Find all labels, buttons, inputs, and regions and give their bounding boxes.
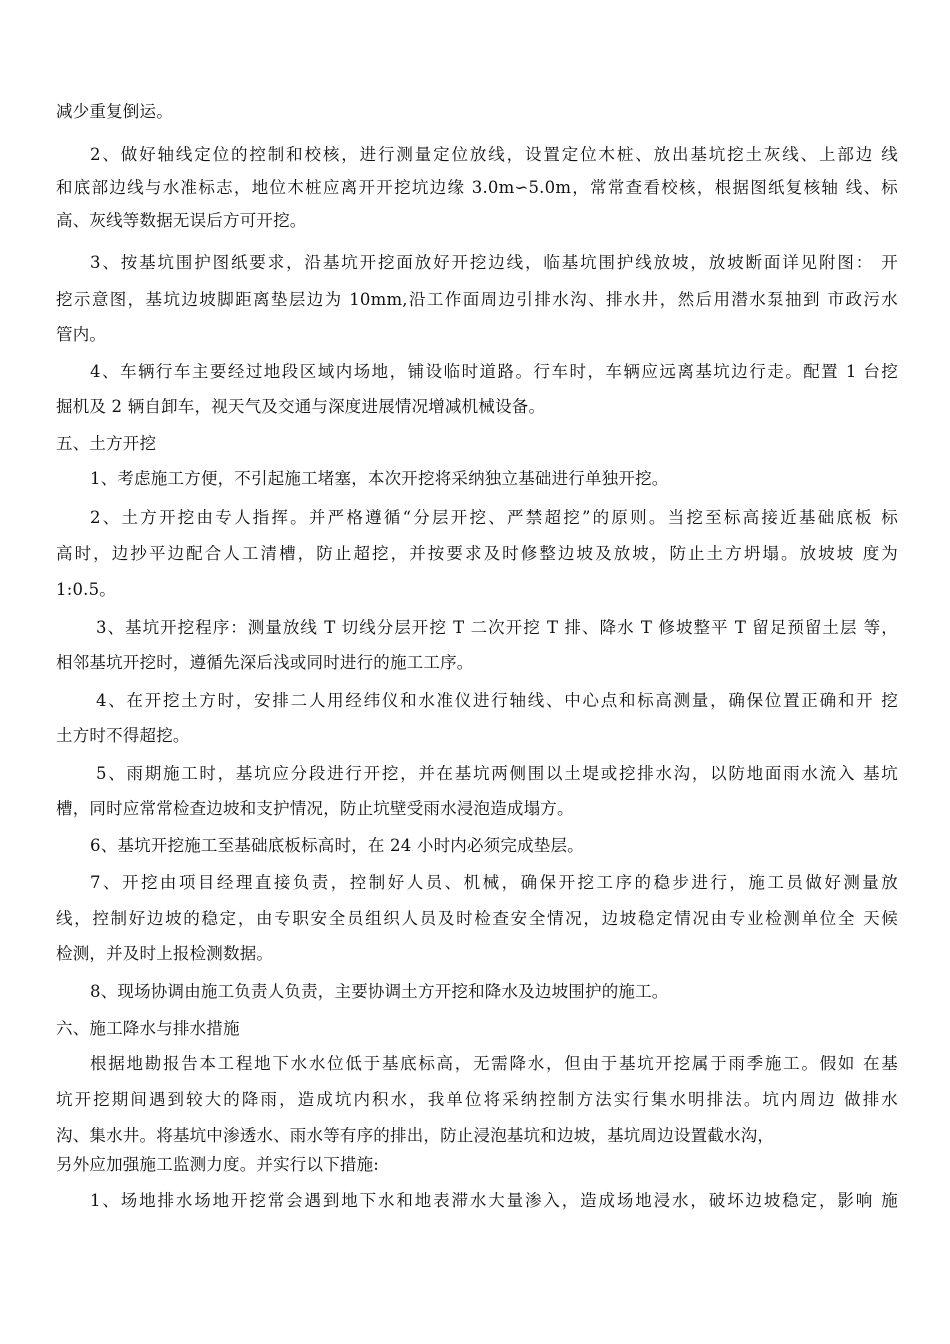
- section-heading: 五、土方开挖: [56, 434, 157, 453]
- text-line: 土方时不得超挖。: [56, 726, 190, 745]
- text-line: 1、考虑施工方便，不引起施工堵塞，本次开挖将采纳独立基础进行单独开挖。: [90, 469, 669, 488]
- text-line: 7、开挖由项目经理直接负责，控制好人员、机械，确保开挖工序的稳步进行，施工员做好测量放: [90, 873, 898, 892]
- text-line: 管内。: [56, 325, 107, 344]
- text-line: 另外应加强施工监测力度。并实行以下措施:: [56, 1155, 380, 1174]
- text-line: 8、现场协调由施工负责人负责，主要协调土方开挖和降水及边坡围护的施工。: [90, 982, 669, 1001]
- text-line: 沟、集水井。将基坑中渗透水、雨水等有序的排出，防止浸泡基坑和边坡，基坑周边设置截水沟，: [56, 1126, 775, 1145]
- text-line: 2、土方开挖由专人指挥。并严格遵循“分层开挖、严禁超挖”的原则。当挖至标高接近基础底板 标: [90, 508, 898, 527]
- text-line: 相邻基坑开挖时，遵循先深后浅或同时进行的施工工序。: [56, 653, 474, 672]
- text-line: 4、车辆行车主要经过地段区域内场地，铺设临时道路。行车时，车辆应远离基坑边行走。配置 1 台挖: [90, 362, 898, 381]
- text-line: 槽，同时应常常检查边坡和支护情况，防止坑壁受雨水浸泡造成塌方。: [56, 799, 574, 818]
- text-line: 6、基坑开挖施工至基础底板标高时，在 24 小时内必须完成垫层。: [90, 836, 584, 855]
- text-line: 减少重复倒运。: [56, 102, 173, 121]
- text-line: 1、场地排水场地开挖常会遇到地下水和地表滞水大量渗入，造成场地浸水，破坏边坡稳定，影响 施: [90, 1191, 898, 1210]
- text-line: 掘机及 2 辆自卸车，视天气及交通与深度进展情况增减机械设备。: [56, 397, 546, 416]
- text-line: 4、在开挖土方时，安排二人用经纬仪和水准仪进行轴线、中心点和标高测量，确保位置正确和开 挖: [96, 691, 898, 710]
- text-line: 3、按基坑围护图纸要求，沿基坑开挖面放好开挖边线，临基坑围护线放坡，放坡断面详见附图： 开: [90, 253, 898, 272]
- text-line: 2、做好轴线定位的控制和校核，进行测量定位放线，设置定位木桩、放出基坑挖土灰线、上部边 线: [90, 145, 898, 164]
- section-heading: 六、施工降水与排水措施: [56, 1019, 240, 1038]
- text-line: 检测，并及时上报检测数据。: [56, 944, 274, 963]
- text-line: 坑开挖期间遇到较大的降雨，造成坑内积水，我单位将采纳控制方法实行集水明排法。坑内周边 做排水: [56, 1090, 898, 1109]
- text-line: 和底部边线与水准标志，地位木桩应离开开挖坑边缘 3.0m∽5.0m，常常查看校核，根据图纸复核轴 线、标: [56, 178, 898, 197]
- text-line: 根据地勘报告本工程地下水水位低于基底标高，无需降水，但由于基坑开挖属于雨季施工。假如 在基: [90, 1054, 898, 1073]
- text-line: 3、基坑开挖程序：测量放线 T 切线分层开挖 T 二次开挖 T 排、降水 T 修坡整平 T 留足预留土层 等，: [96, 618, 898, 637]
- text-line: 高、灰线等数据无误后方可开挖。: [56, 211, 307, 230]
- text-line: 1:0.5。: [56, 580, 116, 599]
- text-line: 挖示意图，基坑边坡脚距离垫层边为 10mm,沿工作面周边引排水沟、排水井，然后用潜水泵抽到 市政污水: [56, 290, 898, 309]
- text-line: 线，控制好边坡的稳定，由专职安全员组织人员及时检查安全情况，边坡稳定情况由专业检测单位全 天候: [56, 909, 898, 928]
- text-line: 高时，边抄平边配合人工清槽，防止超挖，并按要求及时修整边坡及放坡，防止土方坍塌。放坡坡 度为: [56, 544, 898, 563]
- text-line: 5、雨期施工时，基坑应分段进行开挖，并在基坑两侧围以土堤或挖排水沟，以防地面雨水流入 基坑: [96, 764, 898, 783]
